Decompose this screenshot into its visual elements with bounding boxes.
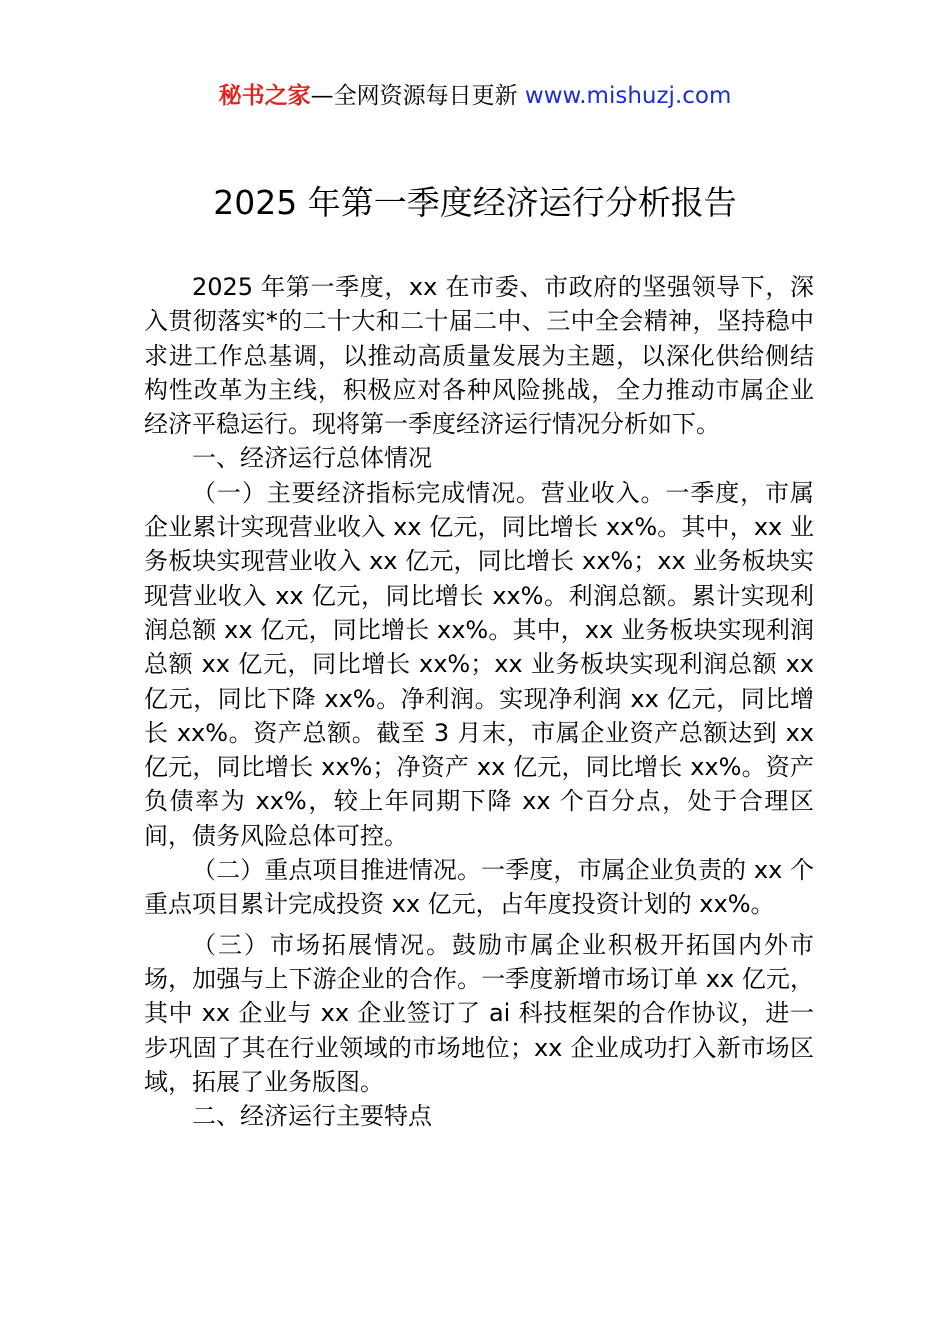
subsection-paragraph-3: （三）市场拓展情况。鼓励市属企业积极开拓国内外市场，加强与上下游企业的合作。一季度新增市场订单 xx 亿元，其中 xx 企业与 xx 企业签订了 ai 科技框架的合作协议，进一步巩固了其在行业领域的市场地位；xx 企业成功打入新市场区域，拓展了业务版图。 (144, 930, 814, 1096)
site-header (0, 80, 950, 112)
brand-name: 秘书之家 (218, 83, 311, 109)
header-slogan: —全网资源每日更新 (310, 83, 525, 109)
intro-paragraph: 2025 年第一季度，xx 在市委、市政府的坚强领导下，深入贯彻落实*的二十大和二十届二中、三中全会精神，坚持稳中求进工作总基调，以推动高质量发展为主题，以深化供给侧结构性改革为主线，积极应对各种风险挑战，全力推动市属企业经济平稳运行。现将第一季度经济运行情况分析如下。 (144, 273, 814, 439)
section-heading-2: 二、经济运行主要特点 (192, 1102, 432, 1131)
section-heading-1: 一、经济运行总体情况 (192, 444, 432, 473)
document-body (144, 270, 814, 1133)
subsection-paragraph-2: （二）重点项目推进情况。一季度，市属企业负责的 xx 个重点项目累计完成投资 xx 亿元，占年度投资计划的 xx%。 (144, 856, 814, 919)
document-title: 2025 年第一季度经济运行分析报告 (213, 183, 737, 222)
site-url-link[interactable]: www.mishuzj.com (524, 83, 732, 109)
subsection-paragraph-1: （一）主要经济指标完成情况。营业收入。一季度，市属企业累计实现营业收入 xx 亿元，同比增长 xx%。其中，xx 业务板块实现营业收入 xx 亿元，同比增长 xx%；xx 业务板块实现营业收入 xx 亿元，同比增长 xx%。利润总额。累计实现利润总额 xx 亿元，同比增长 xx%。其中，xx 业务板块实现利润总额 xx 亿元，同比增长 xx%；xx 业务板块实现利润总额 xx 亿元，同比下降 xx%。净利润。实现净利润 xx 亿元，同比增长 xx%。资产总额。截至 3 月末，市属企业资产总额达到 xx 亿元，同比增长 xx%；净资产 xx 亿元，同比增长 xx%。资产负债率为 xx%，较上年同期下降 xx 个百分点，处于合理区间，债务风险总体可控。 (144, 478, 814, 850)
